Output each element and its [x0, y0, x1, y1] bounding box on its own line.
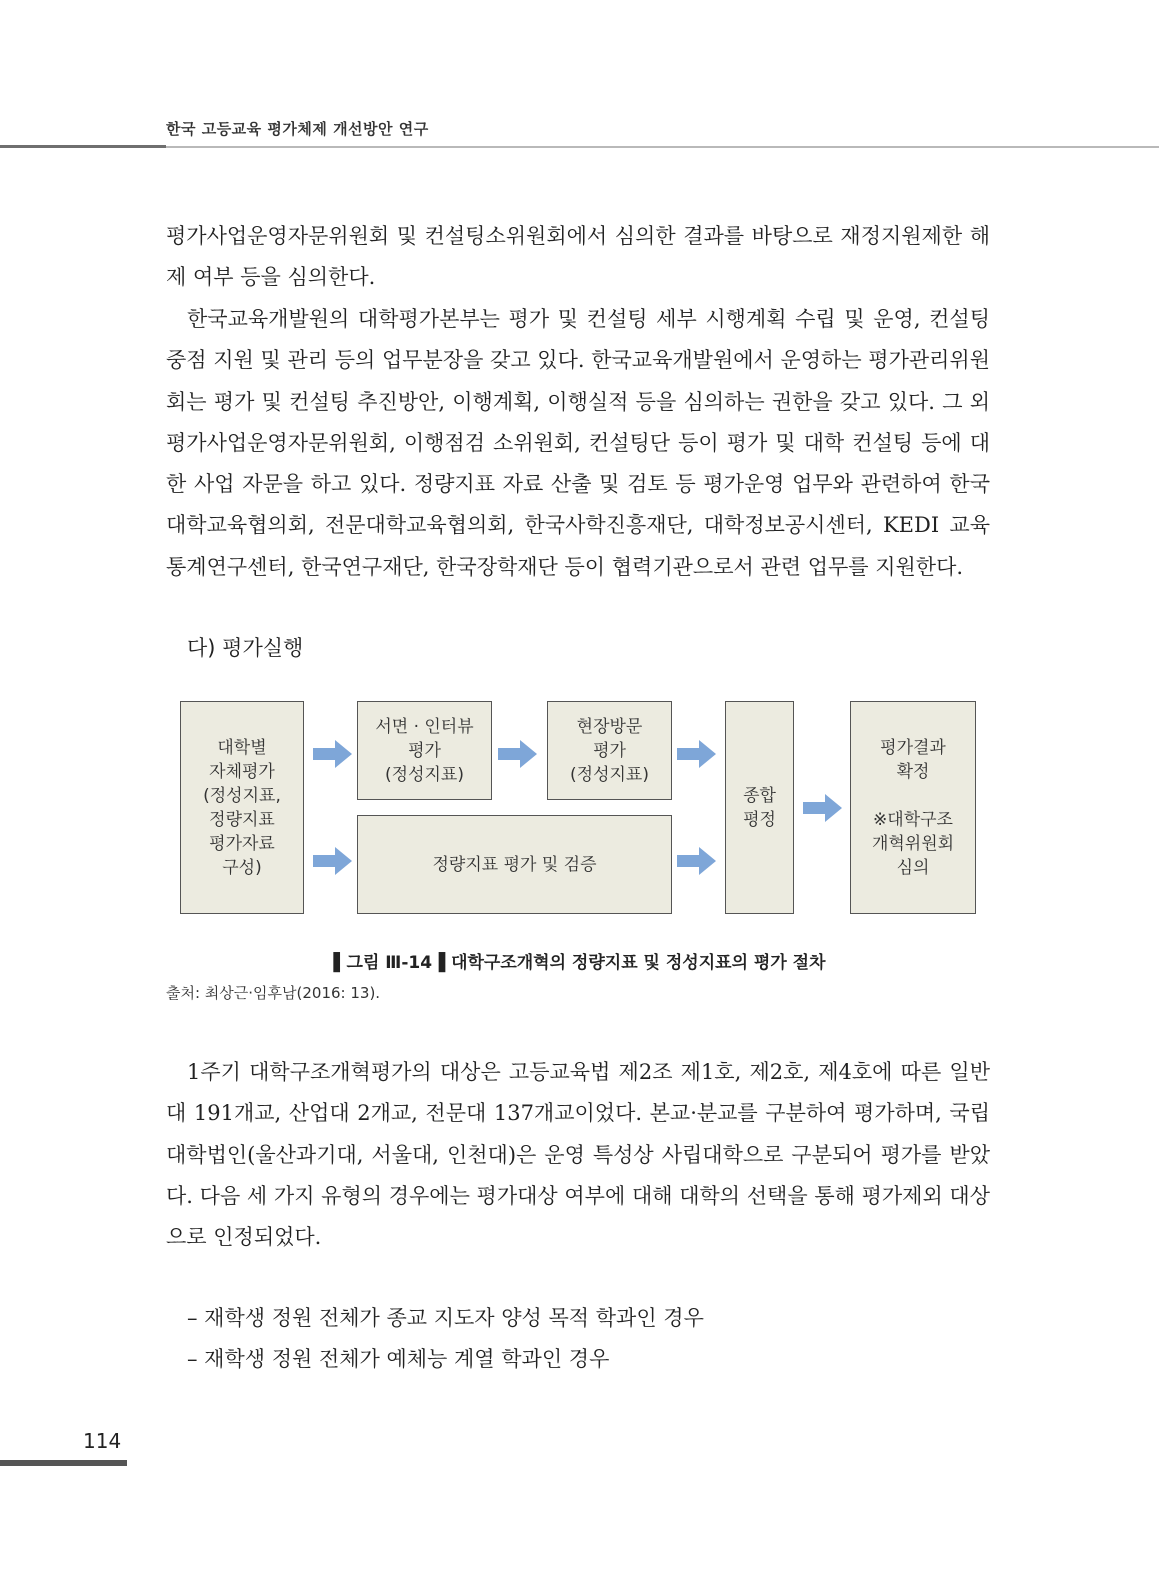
bullet-list — [187, 1298, 704, 1380]
figure-caption: ▌그림 Ⅲ-14▐ 대학구조개혁의 정량지표 및 정성지표의 평가 절차 — [333, 953, 826, 973]
header-rule-dark — [0, 145, 166, 148]
footer-rule — [0, 1460, 127, 1466]
paragraph-1: 평가사업운영자문위원회 및 컨설팅소위원회에서 심의한 결과를 바탕으로 재정지원제한 해제 여부 등을 심의한다. — [166, 224, 990, 290]
paragraph-3: 1주기 대학구조개혁평가의 대상은 고등교육법 제2조 제1호, 제2호, 제4호에 따른 일반대 191개교, 산업대 2개교, 전문대 137개교이었다. 본교·분교를 구분하여 평가하며, 국립대학법인(울산과기대, 서울대, 인천대)은 운영 특성상 사립대학으로 구분되어 평가를 받았다. 다음 세 가지 유형의 경우에는 평가대상 여부에 대해 대학의 선택을 통해 평가제외 대상으로 인정되었다. — [166, 1060, 990, 1250]
arrow-right-icon — [677, 739, 717, 769]
section-heading: 다) 평가실행 — [187, 636, 304, 660]
box-document-interview: 서면 · 인터뷰 평가 (정성지표) — [357, 701, 492, 800]
paragraph-2: 한국교육개발원의 대학평가본부는 평가 및 컨설팅 세부 시행계획 수립 및 운영, 컨설팅 중점 지원 및 관리 등의 업무분장을 갖고 있다. 한국교육개발원에서 운영하는 평가관리위원회는 평가 및 컨설팅 추진방안, 이행계획, 이행실적 등을 심의하는 권한을 갖고 있다. 그 외 평가사업운영자문위원회, 이행점검 소위원회, 컨설팅단 등이 평가 및 대학 컨설팅 등에 대한 사업 자문을 하고 있다. 정량지표 자료 산출 및 검토 등 평가운영 업무와 관련하여 한국대학교육협의회, 전문대학교육협의회, 한국사학진흥재단, 대학정보공시센터, KEDI 교육통계연구센터, 한국연구재단, 한국장학재단 등이 협력기관으로서 관련 업무를 지원한다. — [166, 307, 991, 579]
header-rule-light — [166, 146, 1159, 148]
list-item: – 재학생 정원 전체가 예체능 계열 학과인 경우 — [187, 1347, 610, 1371]
box-overall-rating: 종합 평정 — [725, 701, 794, 914]
arrow-right-icon — [498, 739, 538, 769]
box-result-confirmation: 평가결과 확정 ※대학구조 개혁위원회 심의 — [850, 701, 976, 914]
box-site-visit: 현장방문 평가 (정성지표) — [547, 701, 672, 800]
page-number: 114 — [83, 1429, 122, 1453]
arrow-right-icon — [313, 739, 353, 769]
box-self-evaluation: 대학별 자체평가 (정성지표, 정량지표 평가자료 구성) — [180, 701, 304, 914]
arrow-right-icon — [803, 793, 843, 823]
list-item: – 재학생 정원 전체가 종교 지도자 양성 목적 학과인 경우 — [187, 1306, 704, 1330]
figure-source: 출처: 최상근·임후남(2016: 13). — [166, 984, 381, 1002]
box-quantitative-verification: 정량지표 평가 및 검증 — [357, 815, 672, 914]
arrow-right-icon — [677, 846, 717, 876]
header-title: 한국 고등교육 평가체제 개선방안 연구 — [166, 120, 429, 138]
arrow-right-icon — [313, 846, 353, 876]
